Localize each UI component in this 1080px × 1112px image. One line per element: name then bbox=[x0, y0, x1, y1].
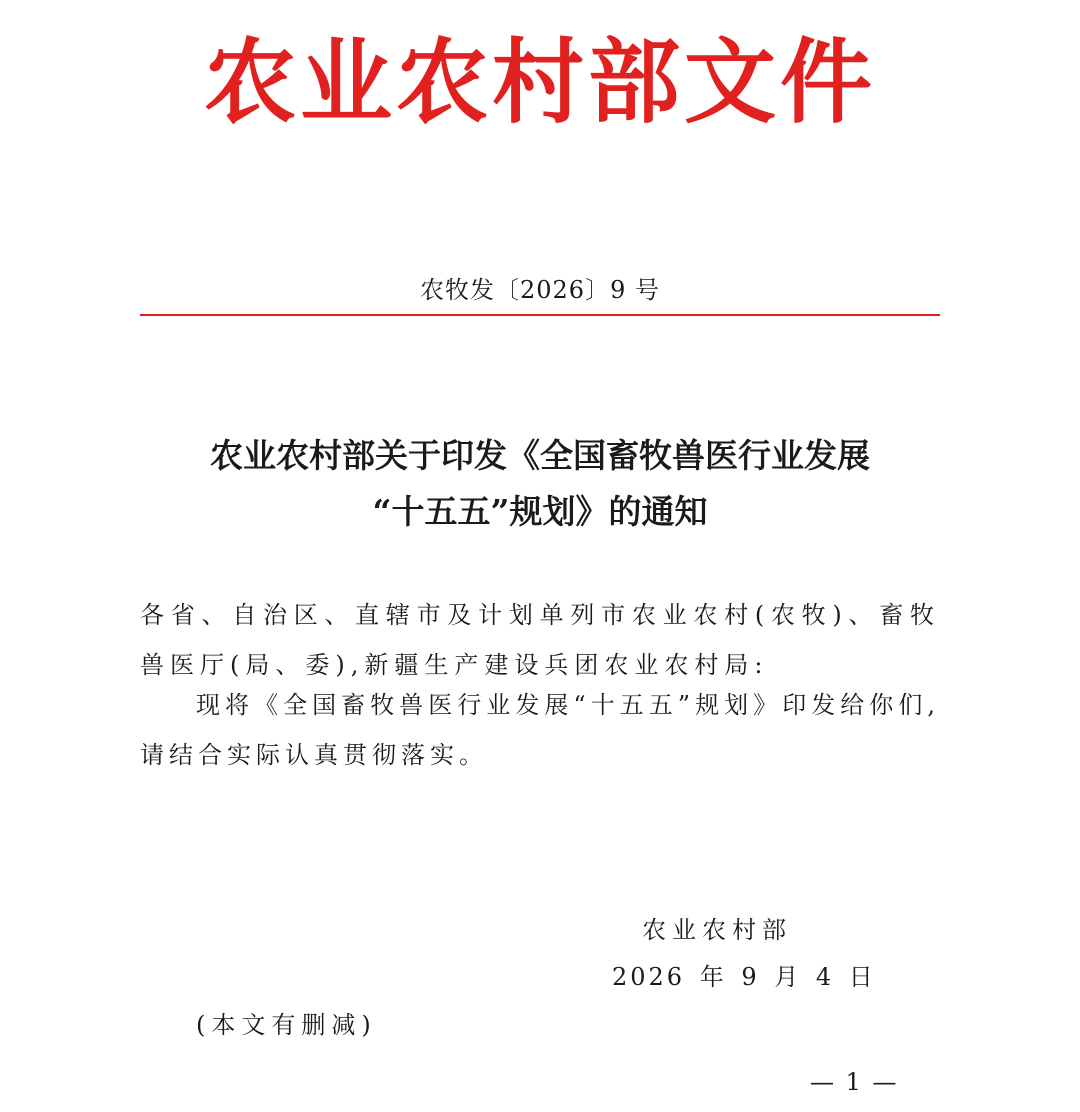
title-line-1: 农业农村部关于印发《全国畜牧兽医行业发展 bbox=[210, 436, 870, 475]
body-paragraph: 现将《全国畜牧兽医行业发展“十五五”规划》印发给你们,请结合实际认真贯彻落实。 bbox=[140, 691, 940, 769]
document-masthead: 农业农村部文件 bbox=[203, 28, 876, 136]
abridged-note: (本文有删减) bbox=[196, 1011, 377, 1039]
document-title bbox=[100, 428, 980, 540]
page-number: — 1 — bbox=[810, 1068, 899, 1096]
red-divider-line bbox=[140, 314, 940, 316]
salutation-paragraph: 各省、自治区、直辖市及计划单列市农业农村(农牧)、畜牧兽医厅(局、委),新疆生产建设兵团农业农村局: bbox=[140, 601, 940, 679]
signature-date: 2026 年 9 月 4 日 bbox=[612, 963, 876, 991]
document-number: 农牧发〔2026〕9 号 bbox=[420, 276, 660, 304]
title-line-2: “十五五”规划》的通知 bbox=[372, 492, 708, 531]
signature-organization: 农业农村部 bbox=[642, 916, 792, 944]
